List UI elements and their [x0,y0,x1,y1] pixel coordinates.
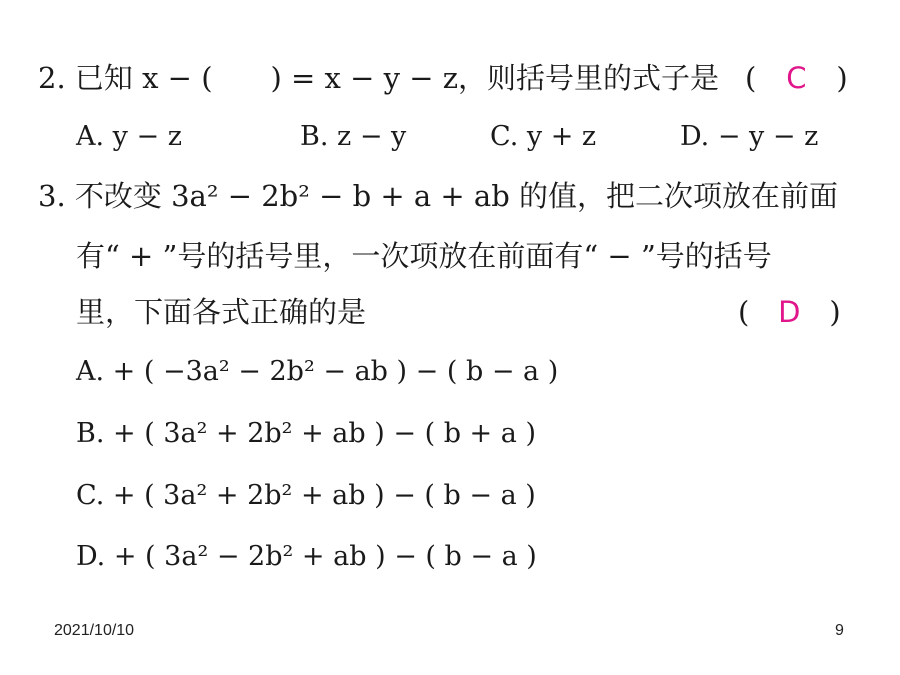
q2-option-a: A. y − z [76,121,182,152]
q3-option-b: B. + ( 3a² + 2b² + ab ) − ( b + a ) [76,418,536,449]
q2-option-c: C. y + z [490,121,597,152]
q3-option-c: C. + ( 3a² + 2b² + ab ) − ( b − a ) [76,480,536,511]
q3-stem-line2: 有“ + ”号的括号里，一次项放在前面有“ − ”号的括号 [76,239,772,273]
q3-option-d: D. + ( 3a² − 2b² + ab ) − ( b − a ) [76,541,537,572]
page-number: 9 [835,622,844,639]
q2-answer-brackets: ( C ) [745,58,848,98]
footer-date: 2021/10/10 [54,622,135,639]
q3-option-a: A. + ( −3a² − 2b² − ab ) − ( b − a ) [76,356,559,387]
q2-answer: C [786,61,807,95]
q3-answer-brackets: ( D ) [738,292,841,332]
q2-option-b: B. z − y [300,121,407,152]
q3-answer: D [778,295,801,329]
q2-stem: 2. 已知 x − ( ) = x − y − z，则括号里的式子是 [38,61,720,95]
q3-stem-line3: 里，下面各式正确的是 [76,295,367,329]
q2-option-d: D. − y − z [680,121,819,152]
q3-stem-line1: 3. 不改变 3a² − 2b² − b + a + ab 的值，把二次项放在前面 [38,179,838,213]
